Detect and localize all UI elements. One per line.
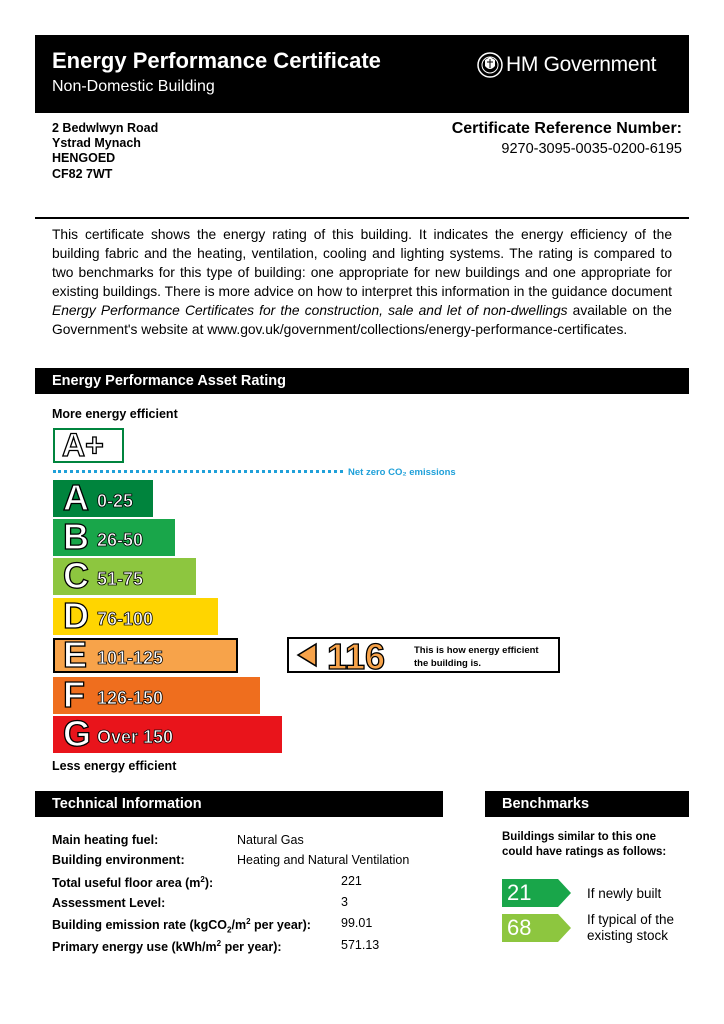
rating-pointer-icon [296, 642, 320, 668]
band-letter: C [63, 555, 89, 596]
benchmark-new-build-label: If newly built [587, 886, 662, 901]
intro-paragraph [52, 225, 672, 339]
band-range: 76-100 [97, 609, 154, 629]
net-zero-dotted-line [53, 470, 343, 473]
band-letter: B [63, 516, 89, 557]
band-b [53, 516, 175, 557]
band-range: 26-50 [97, 530, 144, 550]
reference-label: Certificate Reference Number: [451, 120, 682, 137]
benchmark-existing-stock-value: 68 [507, 915, 532, 940]
current-rating-note: This is how energy efficient the building is. [414, 645, 539, 669]
heating-fuel-label: Main heating fuel: [52, 833, 159, 847]
section-header-benchmarks: Benchmarks [485, 791, 689, 817]
building-environment-value: Heating and Natural Ventilation [237, 853, 410, 867]
address-line-1: 2 Bedwlwyn Road [52, 121, 159, 135]
emission-rate-label: Building emission rate ($kgCO_2/m^2$ per year): [52, 916, 311, 935]
band-letter: E [63, 634, 88, 675]
hm-government-logo [476, 51, 676, 79]
band-letter: G [63, 713, 92, 754]
band-range: Over 150 [97, 727, 174, 747]
more-efficient-label: More energy efficient [52, 407, 178, 421]
assessment-level-label: Assessment Level: [52, 896, 166, 910]
band-c [53, 555, 196, 596]
band-letter: D [63, 595, 89, 636]
hm-government-wordmark: HM Government [506, 53, 657, 76]
less-efficient-label: Less energy efficient [52, 759, 177, 773]
band-range: 101-125 [97, 648, 164, 668]
reference-number: 9270-3095-0035-0200-6195 [501, 141, 682, 157]
band-letter: F [63, 674, 85, 715]
band-d [53, 595, 218, 636]
band-range: 126-150 [97, 688, 164, 708]
address-line-3: HENGOED [52, 151, 116, 165]
current-rating-value: 116 [327, 636, 386, 677]
benchmarks-intro: Buildings similar to this one could have ratings as follows: [502, 831, 667, 858]
band-f [53, 674, 260, 715]
address-postcode: CF82 7WT [52, 167, 113, 181]
current-band-highlight [53, 638, 238, 673]
page-subtitle: Non-Domestic Building [52, 78, 215, 95]
divider [35, 217, 689, 219]
intro-text: This certificate shows the energy rating of this building. It indicates the energy efficiency of the building fabric and the heating, ventilation, cooling and lighting systems. The rating is compared to two benchmarks for this type of building: one appropriate for new buildings and one appropriate for existing buildings. There is more advice on how to interpret this information in the guidance document [52, 227, 672, 299]
heating-fuel-value: Natural Gas [237, 833, 304, 847]
section-header-technical-information: Technical Information [35, 791, 443, 817]
primary-energy-label: Primary energy use ($kWh/m^2$ per year): [52, 938, 282, 954]
band-range: 51-75 [97, 569, 144, 589]
benchmark-new-build-value: 21 [507, 880, 532, 905]
benchmark-existing-stock-label-line1: If typical of the [587, 912, 675, 927]
benchmark-existing-stock-label-line2: existing stock [587, 928, 669, 943]
aplus-band-label: A+ [62, 427, 104, 463]
primary-energy-value: 571.13 [341, 938, 380, 952]
guidance-document-title: Energy Performance Certificates for the construction, sale and let of non-dwellings [52, 303, 568, 318]
floor-area-value: 221 [341, 874, 362, 888]
royal-crest-icon [476, 51, 504, 79]
certificate-header [35, 35, 689, 113]
intro-text-end: available on the Government's website at www.gov.uk/government/collections/energy-performance-certificates. [52, 303, 672, 337]
floor-area-label: Total useful floor area $(m^2)$: [52, 874, 214, 890]
assessment-level-value: 3 [341, 895, 348, 909]
band-letter: A [63, 477, 89, 518]
band-g [53, 713, 282, 754]
address-line-2: Ystrad Mynach [52, 136, 141, 150]
building-environment-label: Building environment: [52, 853, 185, 867]
band-a [53, 477, 153, 518]
emission-rate-value: 99.01 [341, 916, 373, 930]
net-zero-label: Net zero CO₂ emissions [348, 467, 456, 478]
page-title: Energy Performance Certificate [52, 48, 381, 73]
band-range: 0-25 [97, 491, 134, 511]
section-header-asset-rating: Energy Performance Asset Rating [35, 368, 689, 394]
